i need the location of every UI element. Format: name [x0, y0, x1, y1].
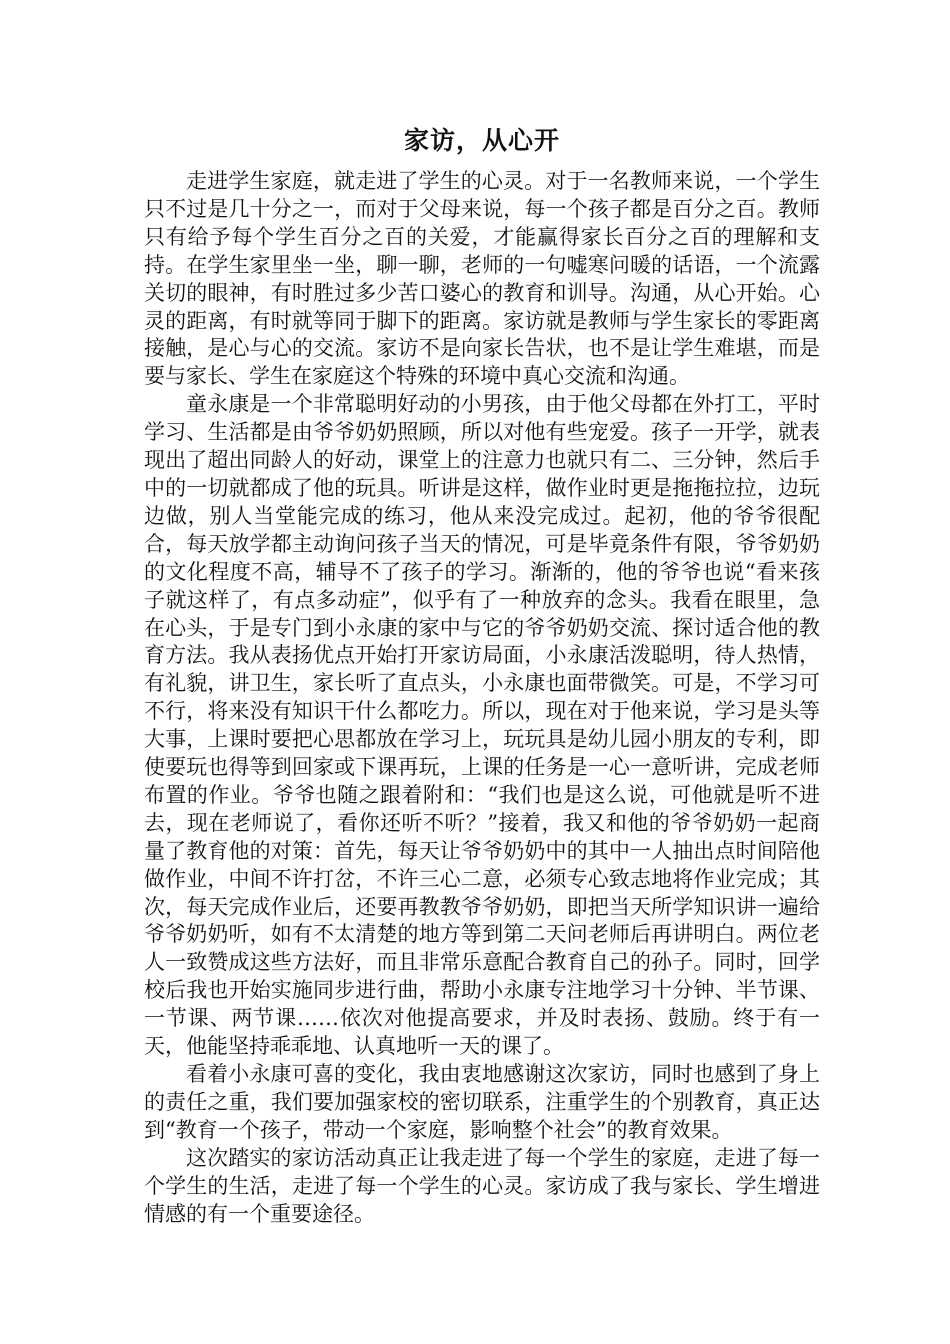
- paragraph-story: 童永康是一个非常聪明好动的小男孩，由于他父母都在外打工，平时学习、生活都是由爷爷奶奶照顾，所以对他有些宠爱。孩子一开学，就表现出了超出同龄人的好动，课堂上的注意力也就只有二、三分钟，然后手中的一切就都成了他的玩具。听讲是这样，做作业时更是拖拖拉拉，边玩边做，别人当堂能完成的练习，他从来没完成过。起初，他的爷爷很配合，每天放学都主动询问孩子当天的情况，可是毕竟条件有限，爷爷奶奶的文化程度不高，辅导不了孩子的学习。渐渐的，他的爷爷也说“看来孩子就这样了，有点多动症”，似乎有了一种放弃的念头。我看在眼里，急在心头，于是专门到小永康的家中与它的爷爷奶奶交流、探讨适合他的教育方法。我从表扬优点开始打开家访局面，小永康活泼聪明，待人热情，有礼貌，讲卫生，家长听了直点头，小永康也面带微笑。可是，不学习可不行，将来没有知识干什么都吃力。所以，现在对于他来说，学习是头等大事，上课时要把心思都放在学习上，玩玩具是幼儿园小朋友的专利，即使要玩也得等到回家或下课再玩，上课的任务是一心一意听讲，完成老师布置的作业。爷爷也随之跟着附和：“我们也是这么说，可他就是听不进去，现在老师说了，看你还听不听？”接着，我又和他的爷爷奶奶一起商量了教育他的对策：首先，每天让爷爷奶奶中的其中一人抽出点时间陪他做作业，中间不许打岔，不许三心二意，必须专心致志地将作业完成；其次，每天完成作业后，还要再教教爷爷奶奶，即把当天所学知识讲一遍给爷爷奶奶听，如有不太清楚的地方等到第二天问老师后再讲明白。两位老人一致赞成这些方法好，而且非常乐意配合教育自己的孙子。同时，回学校后我也开始实施同步进行曲，帮助小永康专注地学习十分钟、半节课、一节课、两节课……依次对他提高要求，并及时表扬、鼓励。终于有一天，他能坚持乖乖地、认真地听一天的课了。: [144, 392, 820, 1059]
- document-page: [144, 124, 820, 1228]
- paragraph-conclusion: 这次踏实的家访活动真正让我走进了每一个学生的家庭，走进了每一个学生的生活，走进了每一个学生的心灵。家访成了我与家长、学生增进情感的有一个重要途径。: [144, 1145, 820, 1226]
- document-title: 家访，从心开: [403, 126, 560, 155]
- paragraph-reflection: 看着小永康可喜的变化，我由衷地感谢这次家访，同时也感到了身上的责任之重，我们要加强家校的密切联系，注重学生的个别教育，真正达到“教育一个孩子，带动一个家庭，影响整个社会”的教育效果。: [144, 1062, 820, 1142]
- paragraph-intro: 走进学生家庭，就走进了学生的心灵。对于一名教师来说，一个学生只不过是几十分之一，而对于父母来说，每一个孩子都是百分之百。教师只有给予每个学生百分之百的关爱，才能赢得家长百分之百的理解和支持。在学生家里坐一坐，聊一聊，老师的一句嘘寒问暖的话语，一个流露关切的眼神，有时胜过多少苦口婆心的教育和训导。沟通，从心开始。心灵的距离，有时就等同于脚下的距离。家访就是教师与学生家长的零距离接触，是心与心的交流。家访不是向家长告状，也不是让学生难堪，而是要与家长、学生在家庭这个特殊的环境中真心交流和沟通。: [144, 169, 820, 389]
